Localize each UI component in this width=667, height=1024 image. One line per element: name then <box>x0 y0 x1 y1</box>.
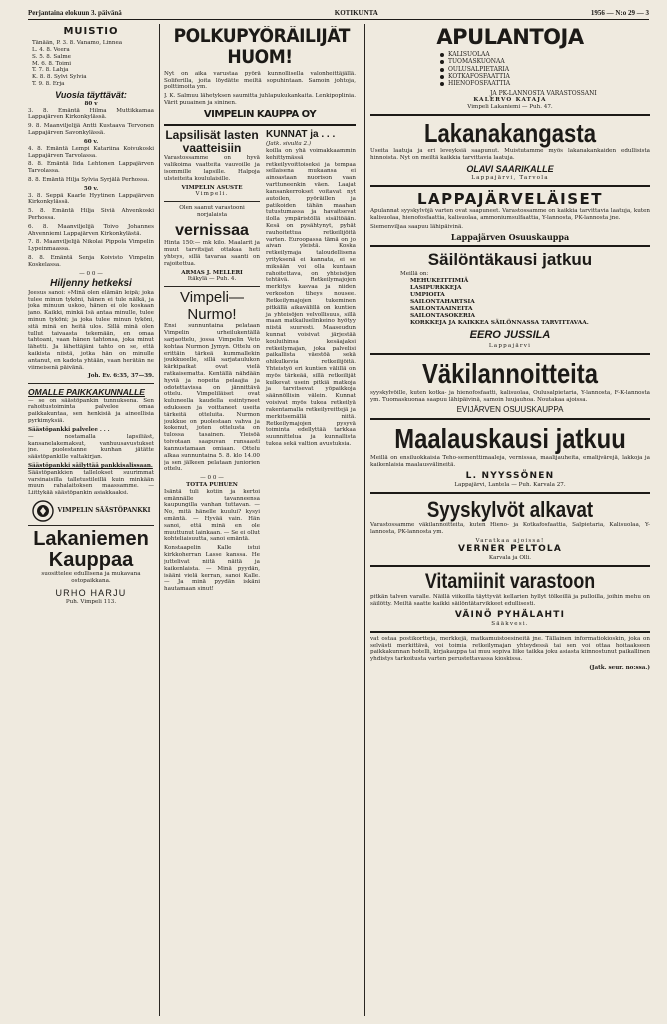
nyssonen-place: Lappajärvi, Lantela — Puh. Karvala 27. <box>454 481 566 488</box>
birthday-entry: 8. 8. Emäntä Iida Lehtonen Lappajärven Tarvolassa. <box>28 161 154 175</box>
hiljenny-text: Jeesus sanoi: »Minä olen elämän leipä; joka tulee minun tyköni, hänen ei tule nälkä, ja joka minuun uskoo, hänen ei ole koskaan jano. Kaikki, minkä Isä antaa minulle, tulee minun tyköni; ja joka tulee minun tyköni, sitä minä en heitä ulos. Sillä minä olen tullut taivaasta tekemään, en omaa tahtoani, vaan hänen tahtonsa, joka minut lähetti. Ja lähettäjäni tahto on se, että kaikista niistä, jotka hän on minulle antanut, en kadota yhtään, vaan herätän ne viimeisenä päivänä. <box>28 289 154 371</box>
lapsi-title: Lapsilisät lasten vaatteisiin <box>165 128 259 156</box>
birthday-entry: 8. 8. Emäntä Hilja Sylvia Syrjälä Perhossa. <box>28 176 150 183</box>
hiljenny-title: Hiljenny hetkeksi <box>50 277 132 289</box>
polku-title: POLKUPYÖRÄILIJÄT HUOM! <box>173 26 350 68</box>
sailyttaa-title: Säästöpankki säilyttää pankkisalissaan. <box>28 462 153 469</box>
left-column <box>28 26 154 1016</box>
divider <box>370 565 650 567</box>
middle-right-sub <box>266 129 356 595</box>
apulantoja-title: APULANTOJA <box>436 26 584 49</box>
bank-logo-icon <box>32 500 54 522</box>
muistio-list <box>32 40 154 88</box>
divider <box>370 245 650 247</box>
omalle-title: OMALLE PAIKKAKUNNALLE <box>28 387 145 398</box>
divider <box>164 124 356 126</box>
totta-text-2: Konstaapelin Kalle istui kirkkoherran Lasse kanssa. He juttelivat niitä näitä ja kaikenlaista. — Minä pyydän, isääni vielä kerran, sanoi Kalle. — Ja minä pyydän iskäni hautamaan sinut! <box>164 545 260 593</box>
divider <box>28 383 154 384</box>
vernissa-name: ARMAS J. MELLERI <box>181 269 243 276</box>
list-item: OULUSALPIETARIA <box>440 66 650 73</box>
header-date: Perjantaina elokuun 3. päivänä <box>28 9 122 18</box>
olavi-place: Lappajärvi, Tarvola <box>471 175 549 182</box>
list-item: KOTKAFOSFAATTIA <box>440 73 650 80</box>
apulantoja-suffix: JA PK-LANNOSTA VARASTOSSANI <box>490 89 597 97</box>
nyssonen-name: L. NYYSSÖNEN <box>465 470 555 481</box>
sailyttaa-text: Säästöpankkien tallelokset suurimmat varsinaisilla talletustileillä kuin minkään muun rahalaitoksen maassamme. — Liittykää säästöpankin asiakkaaksi. <box>28 469 154 497</box>
apulantoja-list <box>440 51 650 88</box>
list-item: KORKKEJA JA KAIKKEA SÄILÖNNASSA TARVITTAVAA. <box>410 320 589 327</box>
age-heading: 80 v <box>84 100 98 107</box>
muistio-line: T. 9. 8. Erja <box>32 81 65 88</box>
vitamiinit-text: pitkän talven varalle. Näillä viikoilla täyttyvät kellarien hyllyt tölkeillä ja pulloilla, joihin mehu on säilötty. Meiltä saatte kaikki säilöntätarvikkeet edullisesti. <box>370 594 650 608</box>
sailonta-intro: Meillä on: <box>400 271 429 278</box>
middle-subcolumns <box>164 129 356 595</box>
list-item: SAILONTASOKERIA <box>410 313 476 320</box>
vaino-name: VÄINÖ PYHÄLAHTI <box>454 610 566 621</box>
divider <box>370 114 650 116</box>
continued-note: (Jatk. seur. no:ssa.) <box>589 665 650 672</box>
vimpeli-title: Vimpeli—Nurmo! <box>180 289 244 323</box>
list-item: SAILONTAHARTSIA <box>410 299 475 306</box>
muistio-line: Tänään, P. 3. 8. Vanamo, Linnea <box>32 40 123 47</box>
lapsi-place: Vimpeli. <box>195 191 229 198</box>
evijarvi-name: EVIJÄRVEN OSUUSKAUPPA <box>456 405 564 415</box>
header-issue: 1956 — N:o 29 — 3 <box>590 9 649 18</box>
omalle-text: — se on säästöpankin tunnuksena. Sen rahoitustoiminta palvelee omaa paikkakuntaa, sen henkisiä ja aineellisia pyrkimyksiä. <box>28 397 154 425</box>
totta-text: Isäntä tuli kotiin ja kertoi emännälle tavanneensa kaupungilla vanhan tuttavan. — No, mitä hänelle kuului? kysyi emäntä. — Hyvää vain. Hän sanoi, että minä en ole muuttunut lainkaan. — Se ei ollut kohteliaisuutta, sanoi emäntä. <box>164 488 260 543</box>
birthday-entry: 3. 8. Emäntä Hilma Muttikkamaa Lappajärven Kirkonkylässä. <box>28 107 154 121</box>
list-item: MEHUKEITTIMIÄ <box>410 277 469 284</box>
palvelee-title: Säästöpankki palvelee . . . <box>28 426 110 433</box>
divider <box>370 492 650 494</box>
continued-article-text: vat ostaa postikortteja, merkkejä, matkamuistoesineitä jne. Tällainen informatiokioskin, joka on selvästi merkittävä, voi toimia retkeilymajan yhteydessä tai sen voi ottaa hoitaakseen paikkakunnan hotelli, kirjakauppa tai muu sopiva liike taikka joku asiasta kiinnostunut paikallinen yhdistys tarkoitusta varten perustettavassa kioskissa. <box>370 635 650 663</box>
birthday-entry: 5. 8. Emäntä Hilja Siviä Ahvenkoski Perhossa. <box>28 208 154 222</box>
syyskylvot-title: Syyskylvöt alkavat <box>426 496 594 522</box>
muistio-line: S. 5. 8. Salme <box>32 53 71 60</box>
hiljenny-reference: Joh. Ev. 6:35, 37—39. <box>88 373 154 380</box>
lappajarvelaiset-text: Apulannat syyskylvöjä varten ovat saapuneet. Varastossamme on kaikkia tarvittavia laatuja, kuten kalisuolaa, hienofosfaattia, kalisuolaa, ammoniumsulfaattia, Y-lannosta, PK-lannosta jne. <box>370 208 650 221</box>
vernissa-text: Hinta 150:— mk kilo. Maalarit ja muut tarvitsijat ottakaa heti yhteys, sillä tavaraa saanti on rajoitettua. <box>164 240 260 267</box>
lapsi-shop: VIMPELIN ASUSTE <box>181 184 243 191</box>
muistio-title: MUISTIO <box>63 26 119 37</box>
eero-place: Lappajärvi <box>488 342 532 349</box>
birthday-entry: 6. 8. Maanviljelijä Toivo Johannes Ahvenniemi Lappajärven Kirkonkylästä. <box>28 223 154 237</box>
vaino-place: Sääkvesi. <box>491 620 529 627</box>
sailonta-list <box>410 278 650 327</box>
kunnat-text: koilla on yhä voimakkaammin kehittymässä retkeilyvoittoiseksi ja tempaa sellaisena mukaansa ei ainoastaan nuorison vaan varttuneenkin väen. Laajat kansankerrokset voitavat nyt autoilen, pyöräillen ja patikoiden tähän maahan tutustumassa ja havaitsevat ilolla ympäristöllä sisältöään. Kesä on pysähtynyt, pyhät rauhoitettua retkeilijöitä varten. Euroopassa tämä on jo aivan yleistä. Koska retkeilymaja taloudellisena yrityksenä ei kannata, ei se miksään voi olla kuntaan rahoitettava, on yhteisöjen tehtävä. Retkeilymajojen merkitys kasvaa ja niiden verkoston tiheys nousee. Retkeilymajojen tukeminen pitkällä aikavälillä on kuntien ja yhteisöjen velvollisuus, sillä maan matkailuelinkeino hyötyy niistä suuresti. Maaseudun kunnat voisivat järjestää kouluihinsa kesäajaksi retkeilymajan, joka palvelisi paikallista väestöä sekä ohikulkevia retkeilijöitä. Yhteistyö eri kuntien välillä on myös tärkeää, sillä retkeilijät kulkevat usein pitkiä matkoja ja tarvitsevat yöpaikkoja säännöllisin välein. Kunnat voisivat myös tukea retkeilyä rakentamalla retkeilyreittejä ja merkitsemällä niitä. Retkeilymajojen pysyvä toiminta edellyttää tarkkaa suunnittelua ja kunnallista tukea sekä valtion avustuksia. <box>266 148 356 447</box>
palvelee-text: — nostamalla lapsiliäst, kansanelakemaksut, vanhuusavustukset jne. puolestanne kunhan jätätte säästöpankille valtakirjan. <box>28 433 154 461</box>
vernissa-phone: Itäkylä — Puh. 4. <box>187 276 237 283</box>
maalauskausi-title: Maalauskausi jatkuu <box>394 423 626 455</box>
middle-column <box>164 26 356 1016</box>
vernissa-intro: Olen saanut varastooni norjalaista <box>179 205 245 219</box>
lappajarvelaiset-text-2: Siemenviljaa saapuu lähipäivinä. <box>370 223 464 230</box>
birthday-entry: 8. 8. Emäntä Senja Koivisto Vimpelin Koskelassa. <box>28 255 154 268</box>
lakana-title: Lakanakangasta <box>424 117 596 148</box>
maalauskausi-text: Meillä on ensiluokkaisia Teho-sementtimaaleja, vernissaa, maalijauheita, emalijvärejä, lakkoja ja kaikenlaisia maalausvälineitä. <box>370 455 650 469</box>
divider <box>370 353 650 355</box>
harju-name: URHO HARJU <box>55 587 127 598</box>
right-column <box>370 26 650 1016</box>
lakana-text: Useita laatuja ja eri leveyksiä saapunut. Muistutamme myös lakanakankaiden edullisista hinnoista. Nyt on meiltä kaikkia tarvittavia laatuja. <box>370 148 650 162</box>
osuuskauppa-name: Lappajärven Osuuskauppa <box>450 231 570 242</box>
eero-name: EERO JUSSILA <box>469 329 551 342</box>
list-item: SAILONTAAINEITA <box>410 306 473 313</box>
divider <box>370 185 650 187</box>
syyskylvot-text: Varastossamme väkilannoitteita, kuten Hieno- ja Kotkafosfaattia, Salpietaria, Kalisuolaa, Y-lannosta, PK-lannosta ym. <box>370 522 650 535</box>
totta-title: TOTTA PUHUEN <box>186 481 238 488</box>
polku-text: Nyt on aika varustaa pyörä kunnollisella valonheittäjällä. Soliferilla, joita löydätte meiltä sopuhintaan. Samoin johtoja, polttimoita ym. <box>164 70 356 91</box>
column-divider <box>364 24 365 1016</box>
polku-shop: VIMPELIN KAUPPA OY <box>203 108 317 120</box>
syyskylvot-order: Varatkaa ajoissa! <box>475 537 545 544</box>
birthday-entry: 4. 8. Emäntä Lempi Katariina Koivukoski Lappajärven Tarvolassa. <box>28 145 154 159</box>
divider <box>164 286 260 287</box>
apulantoja-name: KALERVO KATAJA <box>473 96 547 103</box>
verner-name: VERNER PELTOLA <box>457 544 563 555</box>
birthday-entry: 7. 8. Maanviljelijä Nikolai Pippola Vimpelin Lypeinmaassa. <box>28 239 154 253</box>
vitamiinit-title: Vitamiinit varastoon <box>424 570 596 594</box>
lakaniemi-text: suosittelee edullisena ja mukavana ostopaikkana. <box>41 571 141 584</box>
birthday-entry: 9. 8. Maanviljelijä Antti Kustaava Tervonen Lappajärven Savonkylässä. <box>28 123 154 137</box>
lapsi-text: Varastossamme on hyvä valikoima vaatteita vauvoille ja isommille lapsille. Halpoja ulsteiteita koululaisille. <box>164 155 260 182</box>
tayttavat-title: Vuosia täyttävät: <box>55 89 127 100</box>
kunnat-title: KUNNAT ja . . . <box>266 129 336 141</box>
birthday-entry: 3. 8. Seppä Kaarle Hyytinen Lappajärven Kirkonkylässä. <box>28 192 154 206</box>
muistio-line: M. 6. 8. Toimi <box>32 60 72 67</box>
column-divider <box>159 24 160 1016</box>
vakilannoitteita-text: syyskylvöille, kuten kotka- ja hienofosfaatti, kalisuolaa, Oulusalpietaria, Y-lannosta, F-K-lannosta ym. Tuomaskuonaa saapuu lähipäivinä, samoin luujauhoa. Noutakaa ajoissa. <box>370 389 650 403</box>
page-header <box>28 8 649 20</box>
vernissa-title: vernissaa <box>175 221 249 239</box>
bank-logo-block <box>28 500 154 522</box>
age-heading: 50 v. <box>83 185 99 192</box>
list-item: LASIPURKKEJA <box>410 284 462 291</box>
olavi-name: OLAVI SAARIKALLE <box>466 164 554 175</box>
middle-left-sub <box>164 129 260 595</box>
lakaniemi-title: Lakaniemen Kauppaa <box>33 528 149 572</box>
list-item: UMPIOITA <box>410 292 445 299</box>
muistio-line: T. 7. 8. Lahja <box>32 67 69 74</box>
divider <box>370 418 650 420</box>
muistio-line: K. 8. 8. Sylvi Sylvia <box>32 74 87 81</box>
header-title: KOTIKUNTA <box>334 9 378 18</box>
age-heading: 60 v. <box>83 138 99 145</box>
polku-text-2: J. K. Salmuu lähetyksen saumitta juhlapukukankaita. Lenkipoplinia. Värit puuainen ja sininen. <box>164 93 356 107</box>
sailonta-title: Säilöntäkausi jatkuu <box>427 250 593 270</box>
list-item: HIENOFOSFAATTIA <box>440 80 650 87</box>
verner-place: Karvala ja Olli. <box>488 555 532 562</box>
harju-phone: Puh. Vimpeli 113. <box>65 598 117 605</box>
apulantoja-place: Vimpeli Lakaniemi — Puh. 47. <box>467 103 553 110</box>
vakilannoitteita-title: Väkilannoitteita <box>422 357 598 389</box>
kunnat-subtitle: (Jatk. sivulta 2.) <box>266 141 312 148</box>
separator: — 0 0 — <box>200 475 224 482</box>
divider <box>28 525 154 526</box>
divider <box>370 631 650 633</box>
divider <box>164 201 260 202</box>
muistio-line: L. 4. 8. Veera <box>32 47 70 53</box>
separator: — 0 0 — <box>79 270 103 277</box>
list-item: TUOMASKUONAA <box>440 58 650 65</box>
list-item: KALISUOLAA <box>440 51 650 58</box>
lappajarvelaiset-title: LAPPAJÄRVELÄISET <box>416 189 603 208</box>
bank-name: VIMPELIN SÄÄSTÖPANKKI <box>57 507 151 515</box>
vimpeli-text: Ensi sunnuntaina pelataan Vimpelin urheilukentällä sarjaottelu, jossa Vimpelin Veto kohtaa Nurmon Jymyn. Ottelu on erittäin tärkeä kummallekin joukkueelle, sillä sarjataulukon kärkipaikat ovat vielä ratkaisematta. Kentällä nähdään hyviä ja nopeita pelaajia ja odotettavissa on jännittävä ottelu. Vimpeliläiset ovat kuluneella kaudella esiintyneet edukseen ja voittaneet useita tärkeitä otteluita. Nurmon joukkue on puolestaan vahva ja kokenut, joten ottelusta on tulossa tasainen. Yleisöä toivotaan saapuvan runsaasti kannustamaan omiaan. Ottelu alkaa sunnuntaina 5. 8. klo 14.00 ja sen jälkeen pelataan juniorien ottelu. <box>164 323 260 473</box>
